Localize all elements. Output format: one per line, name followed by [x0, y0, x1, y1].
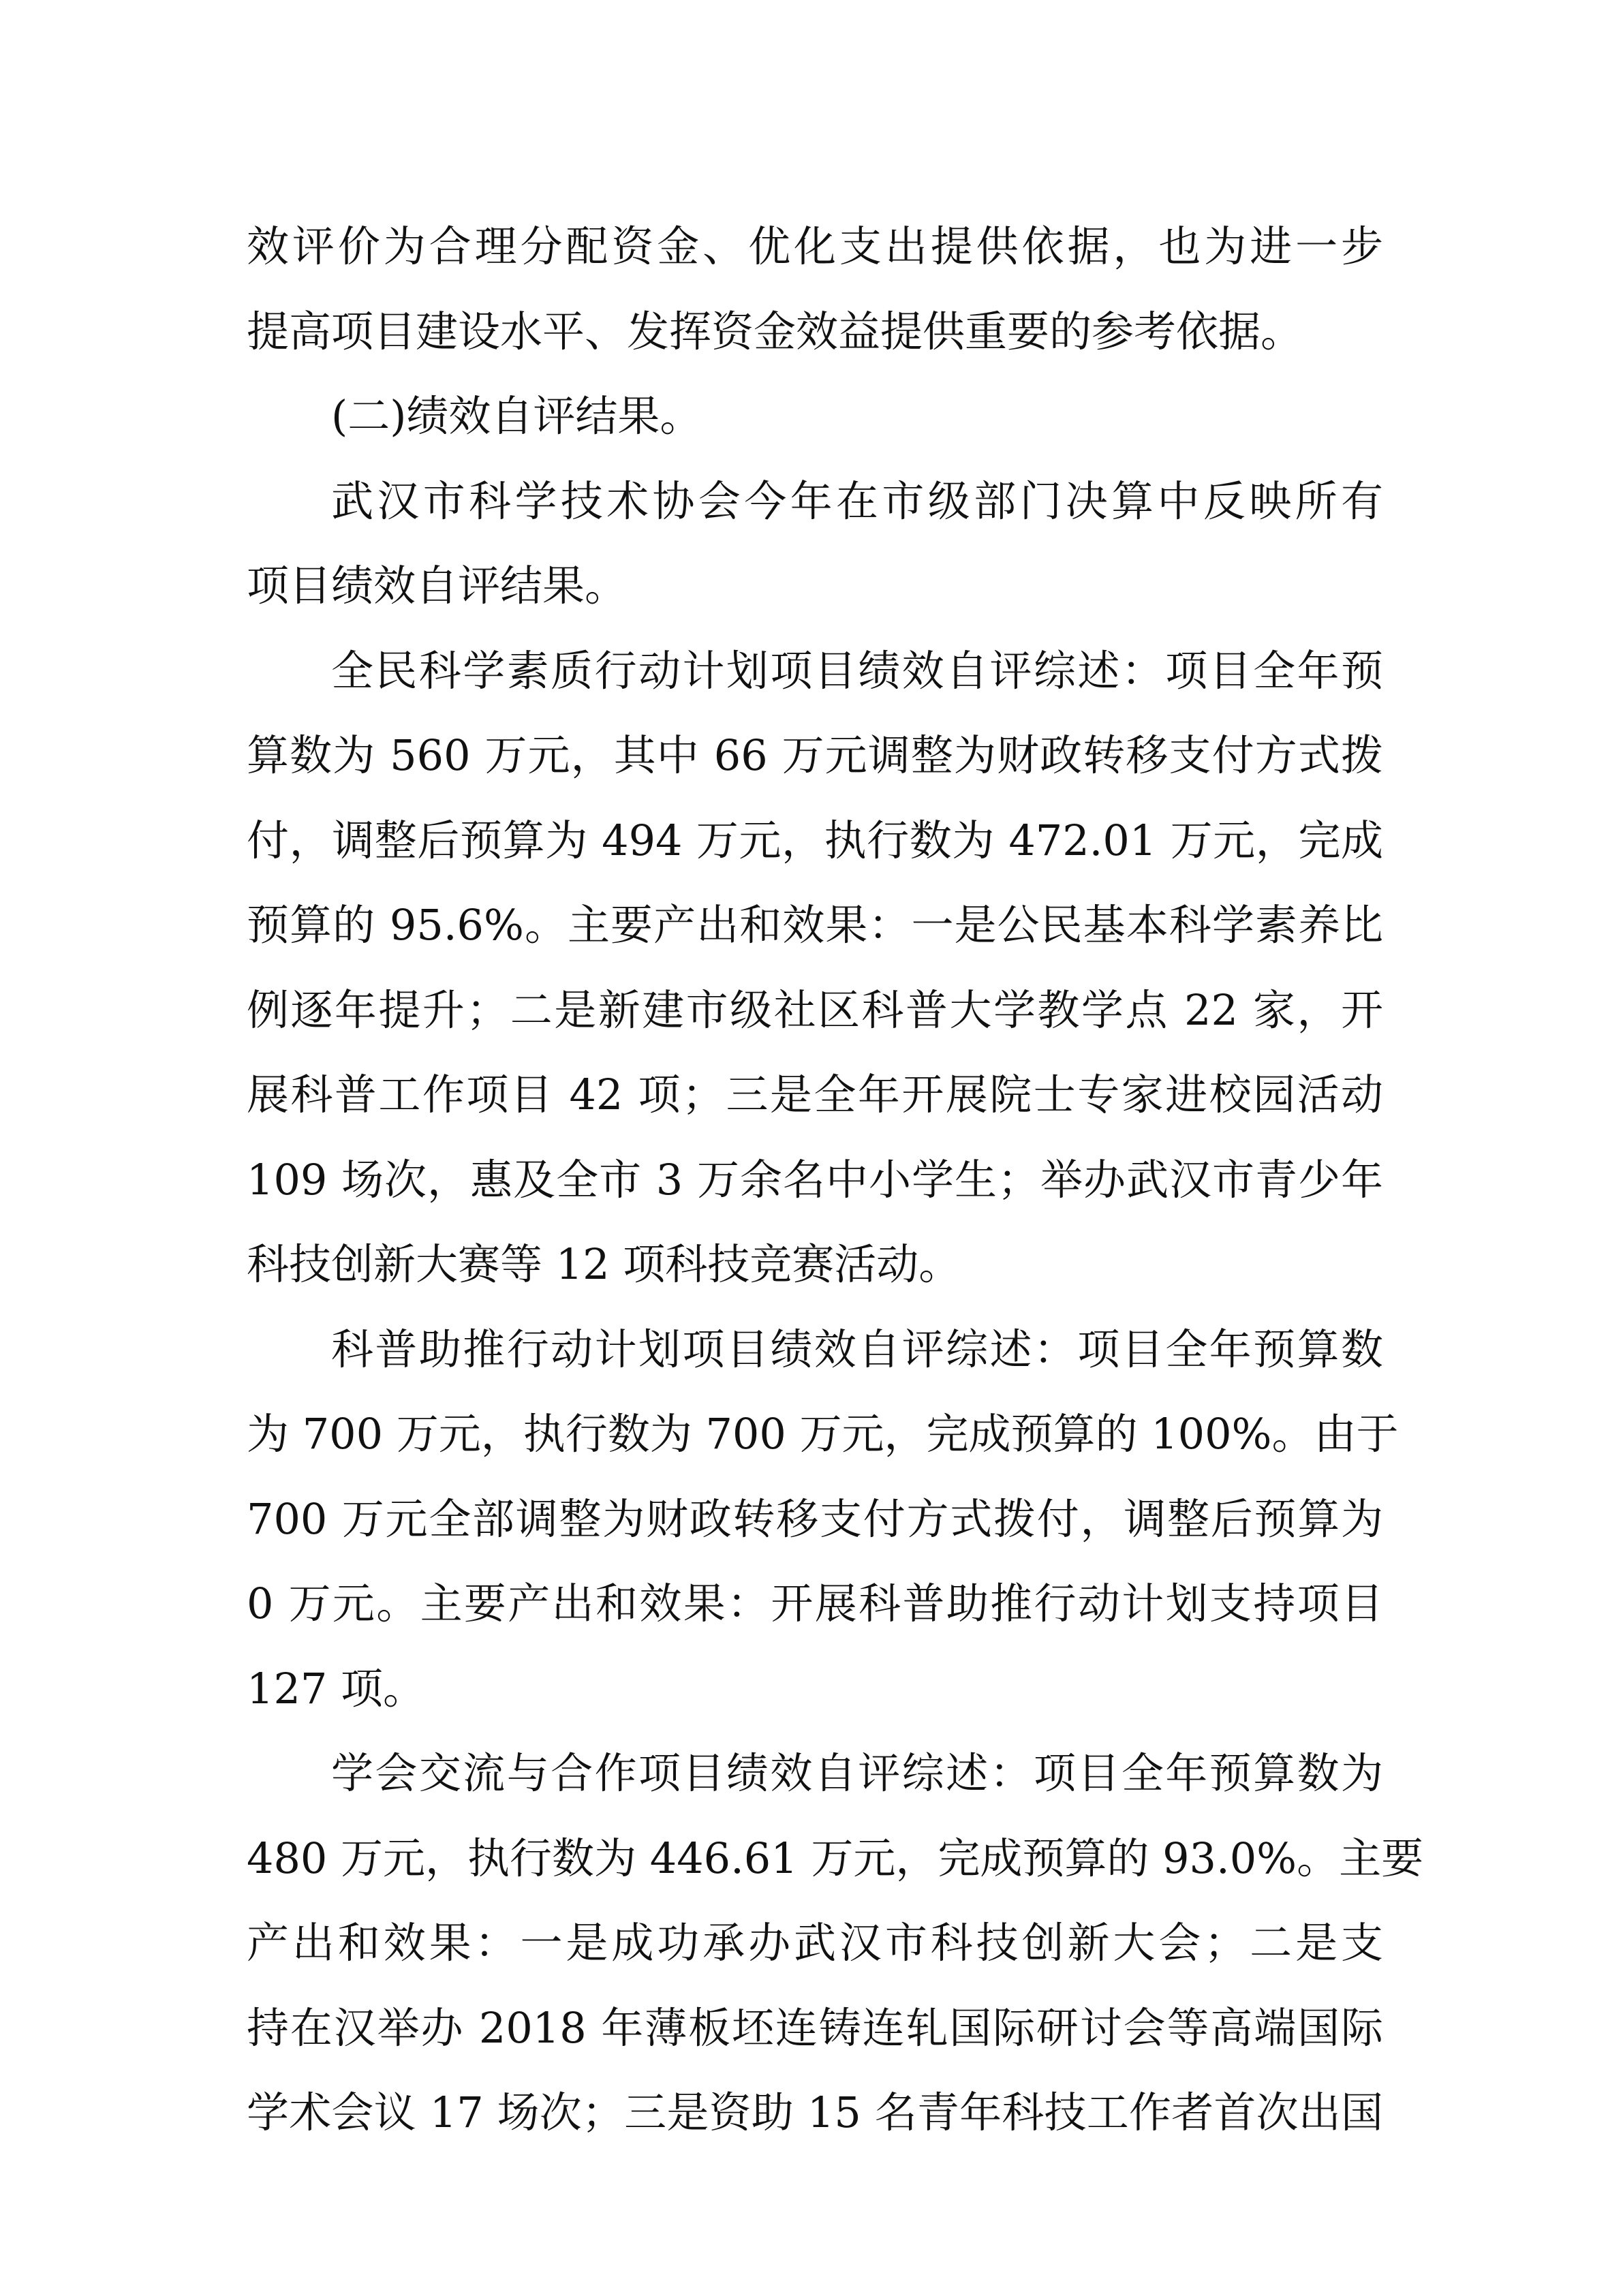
text-line: 为 700 万元，执行数为 700 万元，完成预算的 100%。由于: [247, 1409, 1399, 1459]
text-line: 科技创新大赛等 12 项科技竞赛活动。: [247, 1239, 961, 1289]
text-line: 算数为 560 万元，其中 66 万元调整为财政转移支付方式拨: [247, 730, 1383, 780]
text-line: 展科普工作项目 42 项；三是全年开展院士专家进校园活动: [247, 1070, 1383, 1119]
text-line: 109 场次，惠及全市 3 万余名中小学生；举办武汉市青少年: [247, 1154, 1383, 1205]
text-line: 科普助推行动计划项目绩效自评综述：项目全年预算数: [331, 1324, 1383, 1374]
text-line: 效评价为合理分配资金、优化支出提供依据，也为进一步: [247, 221, 1383, 271]
text-line: 武汉市科学技术协会今年在市级部门决算中反映所有: [331, 476, 1383, 526]
text-line: 项目绩效自评结果。: [247, 561, 628, 610]
text-line: 700 万元全部调整为财政转移支付方式拨付，调整后预算为: [247, 1493, 1383, 1544]
text-line: 学会交流与合作项目绩效自评综述：项目全年预算数为: [331, 1748, 1383, 1798]
text-line: 持在汉举办 2018 年薄板坯连铸连轧国际研讨会等高端国际: [247, 2002, 1383, 2053]
text-line: 预算的 95.6%。主要产出和效果：一是公民基本科学素养比: [247, 900, 1383, 950]
section-heading: (二)绩效自评结果。: [331, 391, 702, 441]
text-line: 付，调整后预算为 494 万元，执行数为 472.01 万元，完成: [247, 815, 1383, 865]
text-line: 480 万元，执行数为 446.61 万元，完成预算的 93.0%。主要: [247, 1833, 1424, 1883]
text-line: 例逐年提升；二是新建市级社区科普大学教学点 22 家，开: [247, 984, 1383, 1035]
body-text: [247, 204, 1424, 2156]
text-line: 提高项目建设水平、发挥资金效益提供重要的参考依据。: [247, 306, 1303, 356]
text-line: 产出和效果：一是成功承办武汉市科技创新大会；二是支: [247, 1918, 1383, 1968]
text-line: 学术会议 17 场次；三是资助 15 名青年科技工作者首次出国: [247, 2088, 1383, 2137]
text-line: 全民科学素质行动计划项目绩效自评综述：项目全年预: [331, 645, 1383, 696]
text-line: 0 万元。主要产出和效果：开展科普助推行动计划支持项目: [247, 1579, 1383, 1628]
text-line: 127 项。: [247, 1663, 426, 1713]
